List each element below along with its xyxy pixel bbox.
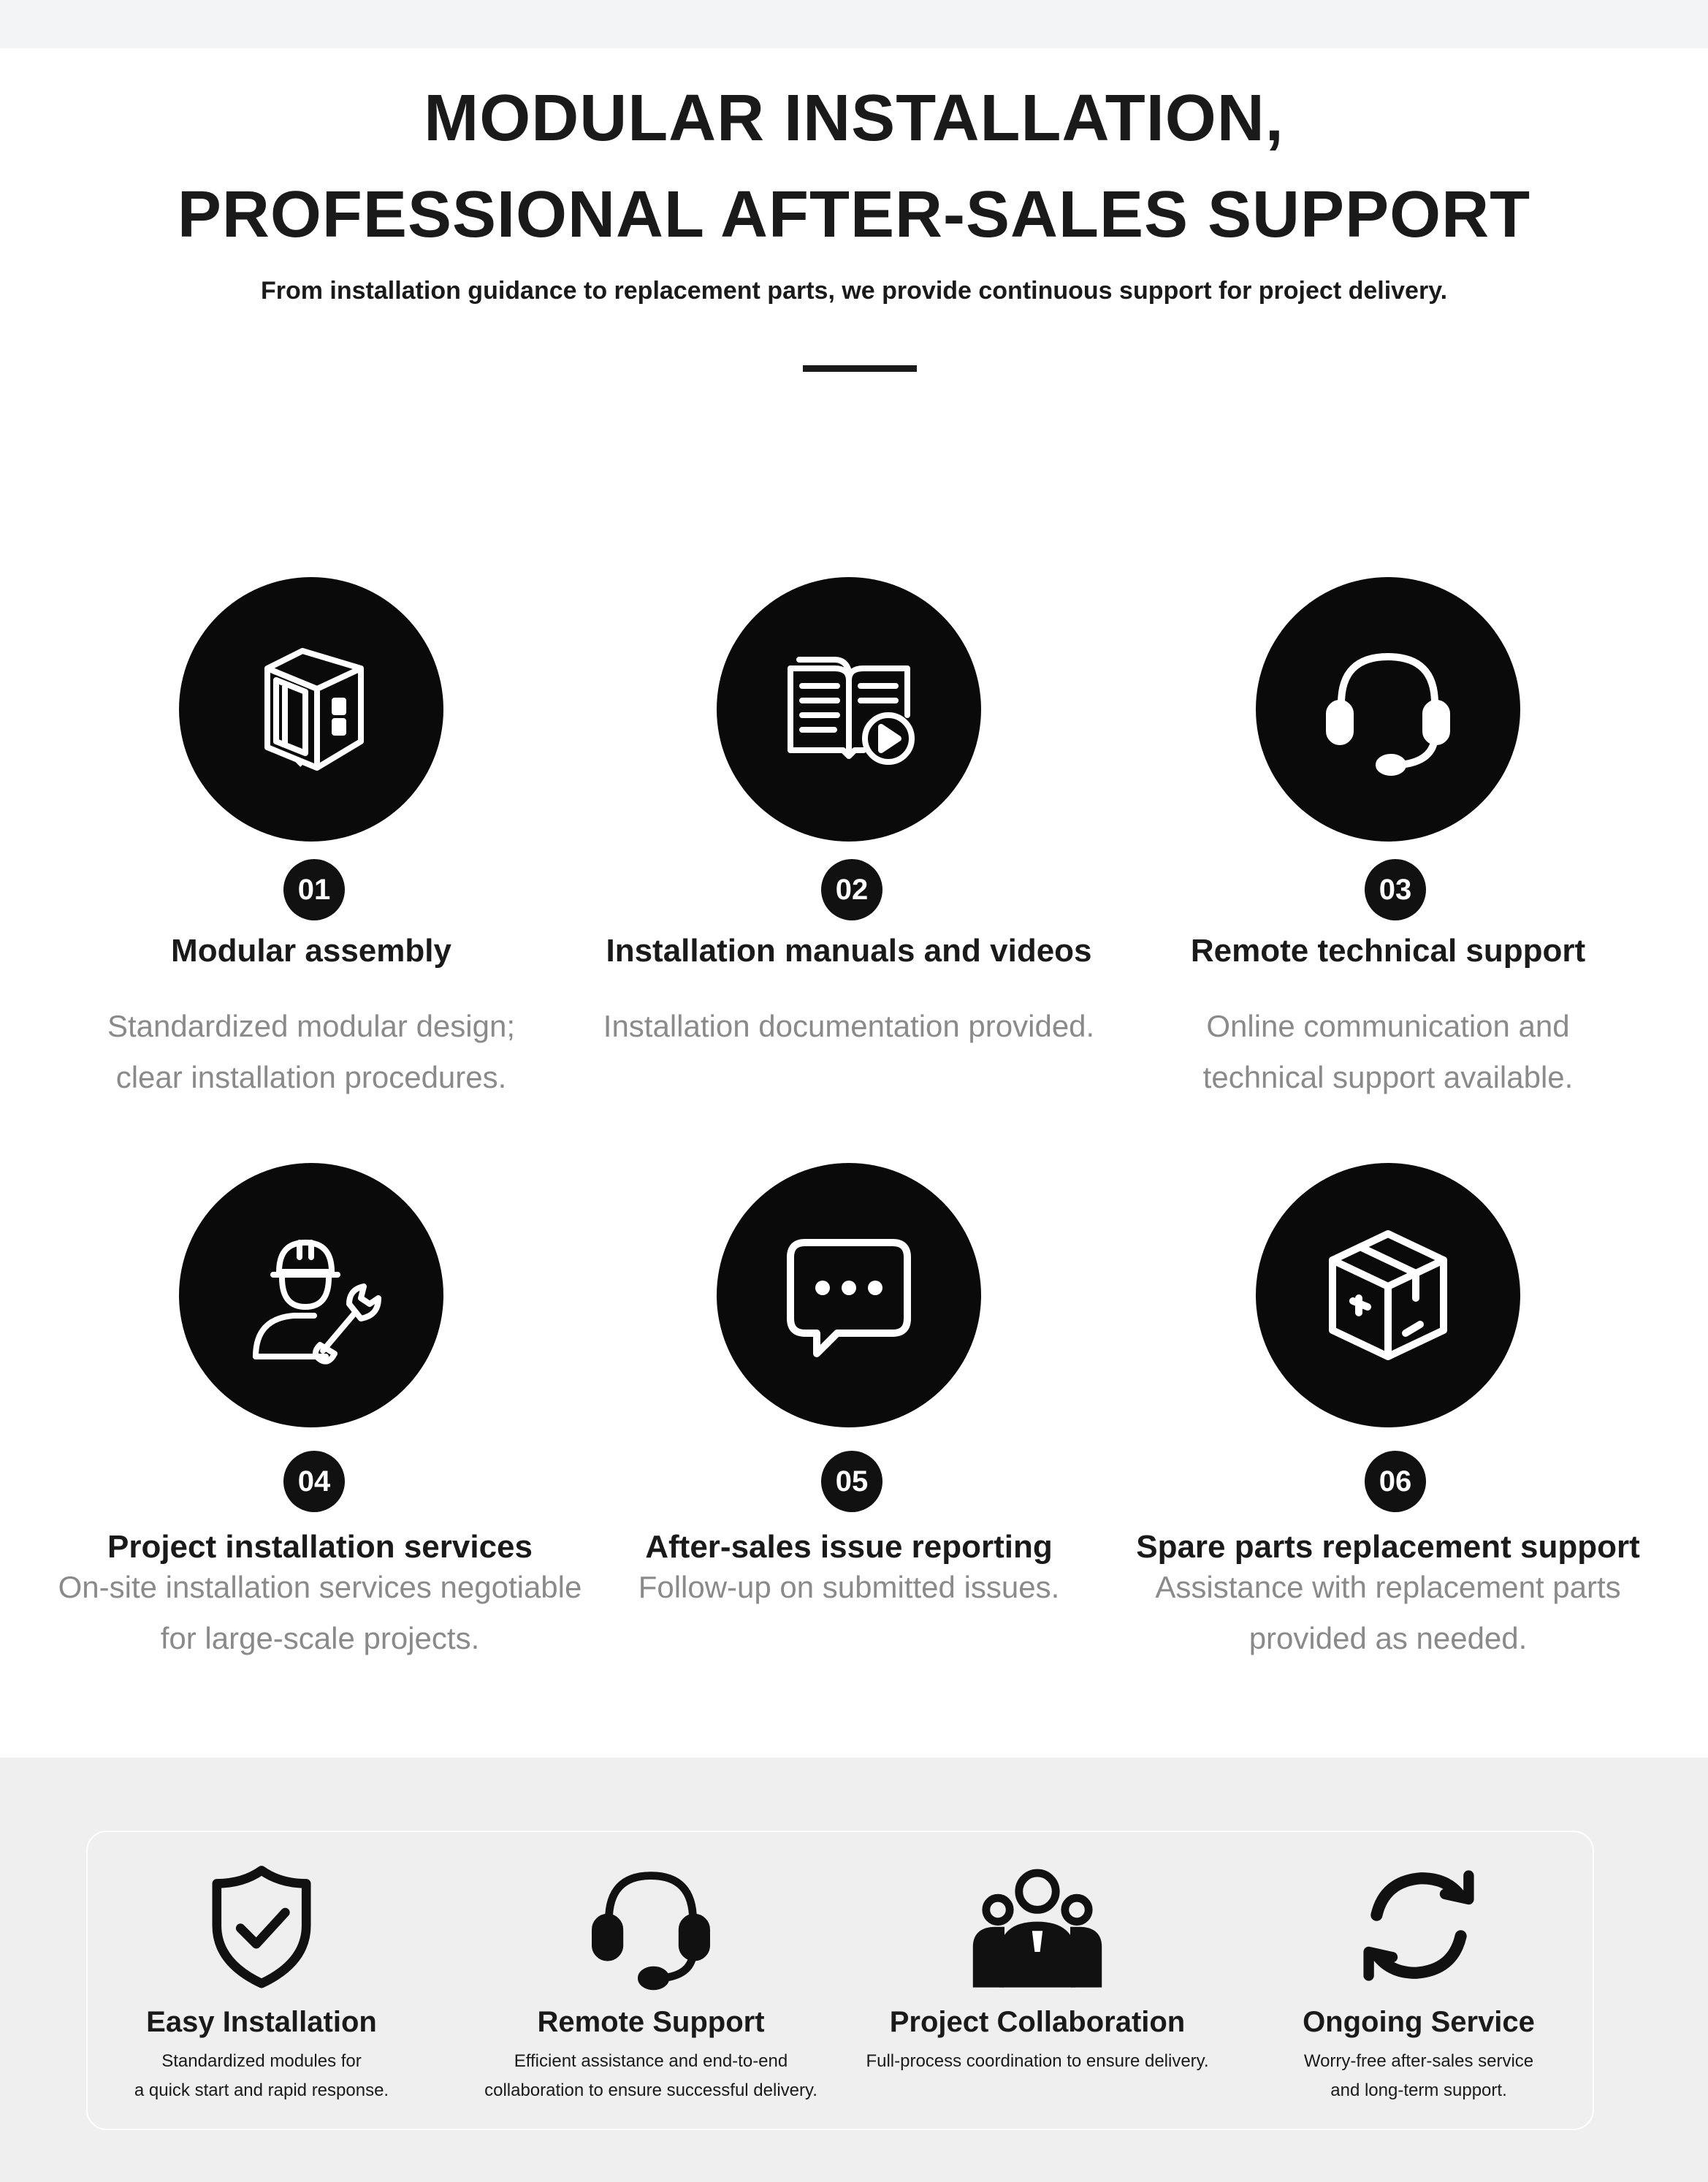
modular-box-icon — [179, 577, 443, 842]
feature-title: Modular assembly — [171, 933, 451, 969]
feature-number: 01 — [283, 859, 345, 920]
highlight-title: Project Collaboration — [889, 2006, 1186, 2038]
highlight-remote-support — [454, 1860, 848, 2101]
headset-icon — [1256, 577, 1520, 842]
highlight-title: Easy Installation — [146, 2006, 377, 2038]
feature-number: 04 — [283, 1451, 345, 1512]
title-line-2: PROFESSIONAL AFTER-SALES SUPPORT — [177, 178, 1531, 251]
highlight-desc: Standardized modules for a quick start and rapid response. — [134, 2051, 389, 2100]
chat-bubble-icon — [717, 1163, 981, 1427]
feature-desc: Standardized modular design; clear installation procedures. — [107, 1009, 516, 1094]
refresh-icon — [1353, 1860, 1484, 1991]
headset-icon — [585, 1860, 717, 1991]
feature-installation-manuals — [564, 577, 1134, 1132]
feature-modular-assembly — [26, 577, 596, 1132]
shield-check-icon — [196, 1860, 327, 1991]
feature-desc: On-site installation services negotiable for large-scale projects. — [58, 1570, 582, 1655]
feature-title: After-sales issue reporting — [645, 1529, 1053, 1565]
feature-desc: Installation documentation provided. — [603, 1009, 1095, 1043]
title-divider — [803, 365, 917, 372]
feature-desc: Follow-up on submitted issues. — [638, 1570, 1060, 1604]
feature-title: Project installation services — [107, 1529, 533, 1565]
highlight-title: Remote Support — [537, 2006, 765, 2038]
highlight-desc: Worry-free after-sales service and long-term support. — [1303, 2051, 1534, 2100]
team-icon — [972, 1860, 1103, 1991]
feature-title: Installation manuals and videos — [606, 933, 1092, 969]
title-line-1: MODULAR INSTALLATION, — [424, 82, 1284, 155]
page-title — [0, 70, 1708, 263]
feature-number: 03 — [1365, 859, 1426, 920]
feature-spare-parts — [1103, 1163, 1673, 1718]
package-icon — [1256, 1163, 1520, 1427]
feature-project-installation — [26, 1163, 596, 1718]
worker-wrench-icon — [179, 1163, 443, 1427]
feature-after-sales-reporting — [564, 1163, 1134, 1718]
highlight-easy-installation — [64, 1860, 459, 2101]
highlight-desc: Full-process coordination to ensure delivery. — [866, 2051, 1209, 2071]
feature-remote-technical-support — [1103, 577, 1673, 1132]
feature-desc: Online communication and technical support available. — [1202, 1009, 1574, 1094]
highlight-project-collaboration — [840, 1860, 1235, 2101]
highlight-ongoing-service — [1221, 1860, 1616, 2101]
feature-title: Remote technical support — [1190, 933, 1586, 969]
highlight-title: Ongoing Service — [1303, 2006, 1535, 2038]
top-bar — [0, 0, 1708, 48]
feature-number: 02 — [821, 859, 882, 920]
page-subtitle: From installation guidance to replacement parts, we provide continuous support for project delivery. — [260, 277, 1448, 305]
manual-video-icon — [717, 577, 981, 842]
feature-desc: Assistance with replacement parts provided as needed. — [1155, 1570, 1621, 1655]
feature-number: 06 — [1365, 1451, 1426, 1512]
feature-title: Spare parts replacement support — [1136, 1529, 1640, 1565]
feature-number: 05 — [821, 1451, 882, 1512]
highlight-desc: Efficient assistance and end-to-end collaboration to ensure successful delivery. — [484, 2051, 817, 2100]
